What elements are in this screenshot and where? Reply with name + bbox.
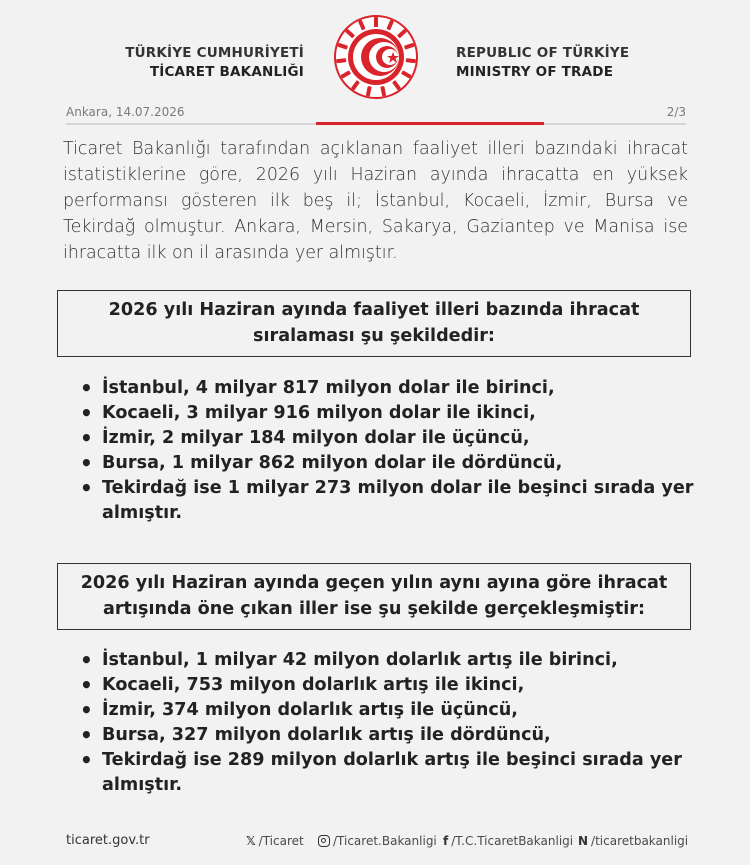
list-item: • Bursa, 1 milyar 862 milyon dolar ile dördüncü, (80, 451, 700, 476)
ministry-name-en (456, 44, 629, 82)
nsosyal-icon: N (578, 834, 589, 848)
meta-row (66, 105, 686, 123)
letterhead (0, 0, 750, 110)
x-link[interactable] (246, 834, 304, 848)
facebook-link[interactable] (443, 834, 573, 848)
section1-heading-line2: sıralaması şu şekildedir: (253, 326, 495, 346)
ministry-name-tr-line1: TÜRKİYE CUMHURİYETİ (125, 45, 304, 61)
facebook-icon: f (443, 834, 449, 848)
nsosyal-link[interactable] (578, 834, 688, 848)
list-item: • Bursa, 327 milyon dolarlık artış ile dördüncü, (80, 723, 700, 748)
list-item: • İstanbul, 1 milyar 42 milyon dolarlık artış ile birinci, (80, 648, 700, 673)
x-icon: 𝕏 (246, 834, 256, 848)
divider-accent (316, 122, 544, 125)
section1-heading-line1: 2026 yılı Haziran ayında faaliyet illeri bazında ihracat (108, 300, 640, 320)
ministry-name-en-line2: MINISTRY OF TRADE (456, 64, 614, 80)
footer (0, 833, 750, 853)
section1-heading (57, 290, 691, 357)
list-item: • İzmir, 2 milyar 184 milyon dolar ile üçüncü, (80, 426, 700, 451)
export-ranking-list (80, 376, 700, 526)
section2-heading-line2: artışında öne çıkan iller ise şu şekilde gerçekleşmiştir: (103, 599, 645, 619)
section2-heading-line1: 2026 yılı Haziran ayında geçen yılın aynı ayına göre ihracat (80, 573, 668, 593)
ministry-name-tr-line2: TİCARET BAKANLIĞI (149, 64, 304, 80)
list-item: • İstanbul, 4 milyar 817 milyon dolar ile birinci, (80, 376, 700, 401)
ministry-name-tr (125, 44, 304, 82)
release-date: Ankara, 14.07.2026 (66, 105, 185, 119)
page-number: 2/3 (666, 105, 686, 119)
x-handle: /Ticaret (258, 834, 304, 848)
facebook-handle: /T.C.TicaretBakanligi (451, 834, 574, 848)
list-item: • Tekirdağ ise 289 milyon dolarlık artış ile beşinci sırada yer almıştır. (80, 748, 700, 798)
nsosyal-handle: /ticaretbakanligi (591, 834, 689, 848)
intro-paragraph: Ticaret Bakanlığı tarafından açıklanan faaliyet illeri bazındaki ihracat istatistiklerine göre, 2026 yılı Haziran ayında ihracatta en yüksek performansı gösteren ilk beş il; İstanbul, Kocaeli, İzmir, Bursa ve Tekirdağ olmuştur. Ankara, Mersin, Sakarya, Gaziantep ve Manisa ise ihracatta ilk on il arasında yer almıştır. (63, 139, 688, 263)
instagram-link[interactable] (318, 834, 437, 848)
export-increase-list (80, 648, 700, 798)
list-item: • İzmir, 374 milyon dolarlık artış ile üçüncü, (80, 698, 700, 723)
ministry-logo-icon (333, 14, 419, 100)
instagram-handle: /Ticaret.Bakanligi (333, 834, 437, 848)
section2-heading (57, 563, 691, 630)
list-item: • Kocaeli, 753 milyon dolarlık artış ile ikinci, (80, 673, 700, 698)
list-item: • Tekirdağ ise 1 milyar 273 milyon dolar ile beşinci sırada yer almıştır. (80, 476, 700, 526)
list-item: • Kocaeli, 3 milyar 916 milyon dolar ile ikinci, (80, 401, 700, 426)
ministry-name-en-line1: REPUBLIC OF TÜRKİYE (456, 45, 630, 61)
instagram-icon (318, 835, 330, 847)
website-link[interactable]: ticaret.gov.tr (66, 833, 150, 848)
